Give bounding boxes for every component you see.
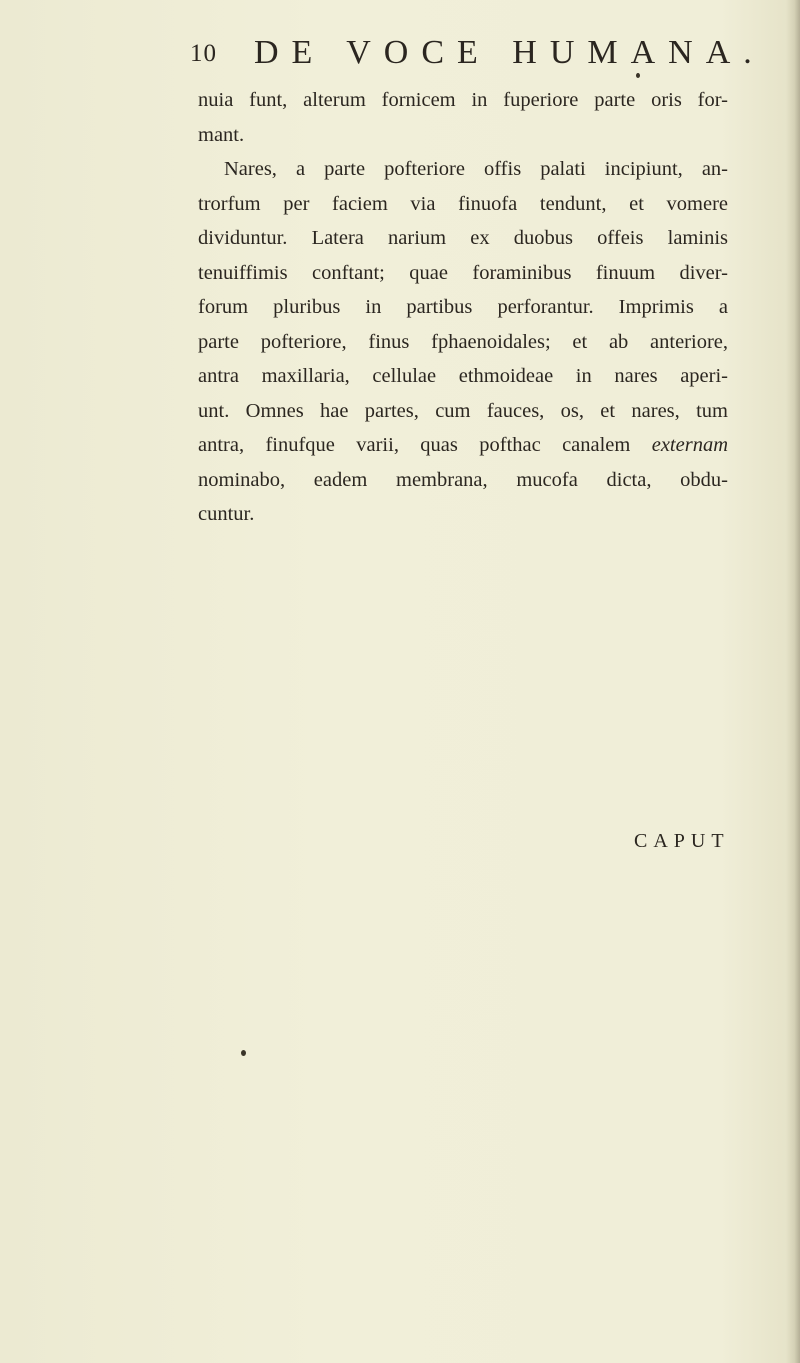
text-line: Nares, a parte pofteriore offis palati incipiunt, an-: [224, 158, 728, 180]
text-line: forum pluribus in partibus perforantur. Imprimis a: [198, 296, 728, 318]
catchword: CAPUT: [634, 830, 730, 852]
text-line: dividuntur. Latera narium ex duobus offeis laminis: [198, 227, 728, 249]
running-head: [190, 34, 765, 74]
text-line: mant.: [198, 123, 245, 146]
text-line: trorfum per faciem via finuofa tendunt, et vomere: [198, 192, 728, 215]
text-line: parte pofteriore, finus fphaenoidales; et ab anteriore,: [198, 330, 728, 353]
text-line: cuntur.: [198, 503, 255, 525]
text-line-with-emphasis: [198, 428, 728, 463]
text-line: nominabo, eadem membrana, mucofa dicta, obdu-: [198, 468, 728, 491]
ink-speck: [636, 73, 640, 78]
page-number: 10: [190, 40, 217, 67]
text-line: nuia funt, alterum fornicem in fuperiore parte oris for-: [198, 89, 728, 111]
text-segment: antra, finufque varii, quas pofthac canalem: [198, 434, 631, 456]
text-line: tenuiffimis conftant; quae foraminibus finuum diver-: [198, 261, 728, 284]
text-line: antra maxillaria, cellulae ethmoideae in nares aperi-: [198, 365, 728, 387]
running-title: DE VOCE HUMANA.: [254, 34, 765, 71]
emphasized-word: externam: [651, 434, 728, 456]
ink-speck: [241, 1050, 246, 1056]
body-text: [198, 83, 728, 532]
text-line: unt. Omnes hae partes, cum fauces, os, et nares, tum: [198, 399, 728, 422]
page-edge-shadow: [786, 0, 800, 1363]
